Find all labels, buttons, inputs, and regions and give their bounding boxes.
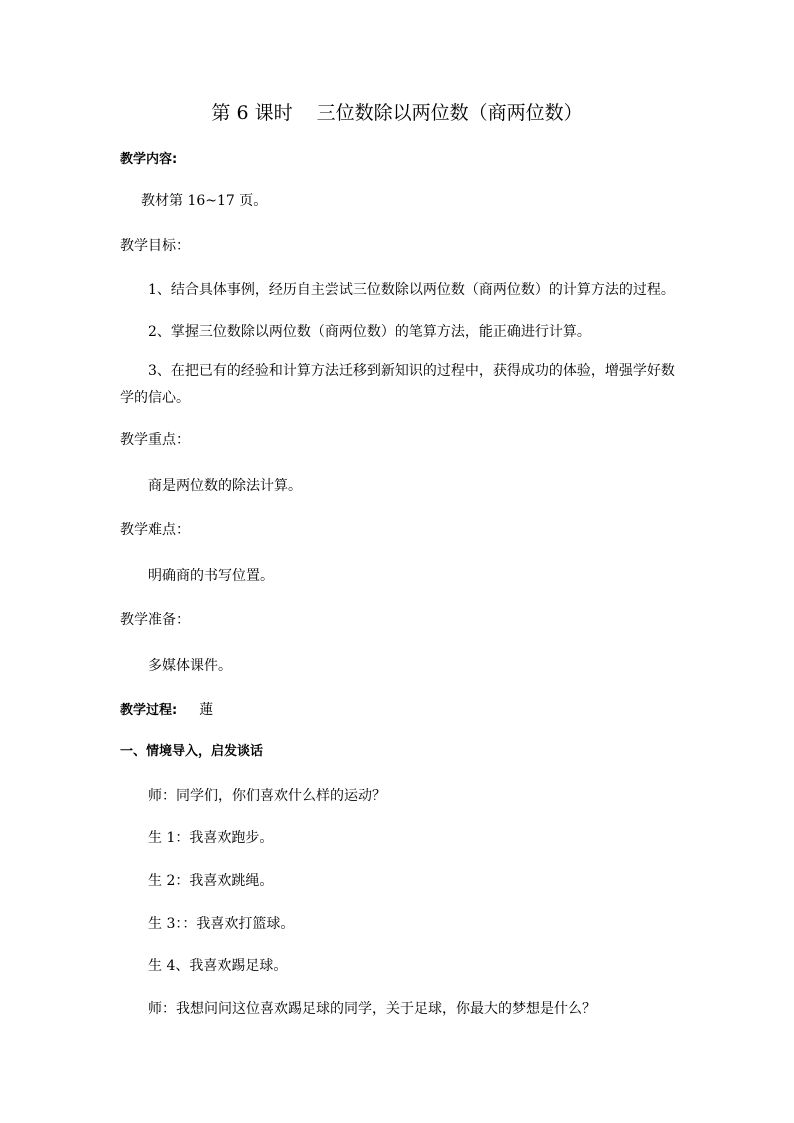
goal-item: 2、掌握三位数除以两位数（商两位数）的笔算方法，能正确进行计算。 (148, 324, 591, 340)
dialogue-line: 生 4、我喜欢踢足球。 (148, 958, 288, 974)
goal-item: 1、结合具体事例，经历自主尝试三位数除以两位数（商两位数）的计算方法的过程。 (148, 282, 675, 298)
dialogue-line: 师：我想问问这位喜欢踢足球的同学，关于足球，你最大的梦想是什么？ (148, 1001, 596, 1017)
process-heading-label: 教学过程: (120, 703, 178, 718)
difficulty-text: 明确商的书写位置。 (148, 568, 274, 584)
goals-heading: 教学目标： (120, 238, 190, 254)
dialogue-line: 生 2：我喜欢跳绳。 (148, 873, 274, 889)
goal-item: 3、在把已有的经验和计算方法迁移到新知识的过程中，获得成功的体验，增强学好数学的信心。 (120, 363, 675, 406)
lesson-topic: 三位数除以两位数（商两位数） (316, 102, 583, 124)
content-heading: 教学内容: (120, 152, 178, 167)
dialogue-line: 生 3：：我喜欢打篮球。 (148, 916, 295, 932)
difficulty-heading: 教学难点： (120, 522, 190, 538)
prep-text: 多媒体课件。 (148, 658, 232, 674)
dialogue-line: 师：同学们，你们喜欢什么样的运动？ (148, 788, 386, 804)
prep-heading: 教学准备： (120, 612, 190, 628)
lesson-number: 第 6 课时 (211, 102, 293, 124)
key-heading: 教学重点： (120, 432, 190, 448)
process-heading (120, 700, 213, 721)
section1-heading: 一、情境导入，启发谈话 (120, 744, 264, 759)
process-note: 蓮 (199, 702, 214, 718)
page-title (0, 100, 794, 126)
key-text: 商是两位数的除法计算。 (148, 478, 302, 494)
content-text: 教材第 16~17 页。 (141, 193, 268, 209)
dialogue-line: 生 1：我喜欢跑步。 (148, 830, 274, 846)
